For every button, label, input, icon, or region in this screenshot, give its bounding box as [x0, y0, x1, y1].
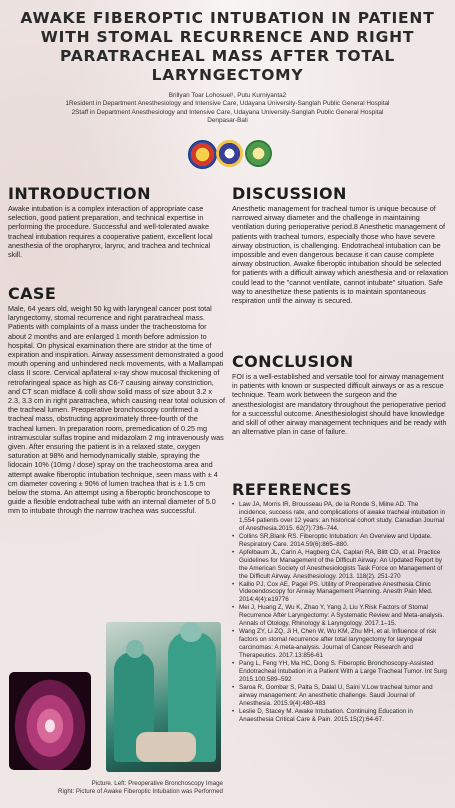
author-names: Brillyan Toar Lohosuel¹, Putu Kurniyanta2 [168, 92, 287, 99]
references-heading: REFERENCES [232, 480, 352, 499]
figure-caption [8, 780, 223, 796]
case-section [8, 285, 225, 516]
patient-area [136, 732, 196, 762]
introduction-text: Awake intubation is a complex interaction of appropriate case selection, good patient preparation, and technical expertise in performing the procedure. Successful and well-tolerated awake tracheal intubation requires a cooperative patient, excellent local anesthesia of the oropharynx, larynx, and trachea and technical skill. [8, 204, 213, 260]
intubation-photo [106, 622, 221, 772]
discussion-heading: DISCUSSION [232, 184, 347, 203]
reference-item: • Saroa R, Gombar S, Palta S, Dalal U, Saini V.Low tracheal tumor and airway management: An anesthetic challenge. Saudi Journal of Anesthesia. 2015.9(4):480-483 [239, 684, 448, 708]
introduction-section [8, 185, 225, 259]
caption-line-2: Right: Picture of Awake Fiberoptic Intubation was Performed [58, 788, 223, 795]
introduction-heading: INTRODUCTION [8, 184, 151, 203]
reference-item: • Pang L, Feng YH, Ma HC, Dong S. Fiberoptic Bronchoscopy-Assisted Endotracheal Intubation in a Patient With a Large Tracheal Tumor. Int Surg 2015.100:589–592 [239, 660, 448, 684]
affiliation-2: 2Staff in Department Anesthesiology and Intensive Care, Udayana University-Sanglah Public General Hospital [71, 108, 384, 116]
poster-title: AWAKE FIBEROPTIC INTUBATION IN PATIENT WITH STOMAL RECURRENCE AND RIGHT PARATRACHEAL MASS AFTER TOTAL LARYNGECTOMY [20, 9, 435, 84]
bronchoscopy-image [9, 672, 91, 770]
surgical-cap [180, 622, 202, 642]
university-seal-icon [216, 140, 243, 167]
reference-item: • Mei J, Huang Z, Wu K, Zhao Y, Yang J, Liu Y.Risk Factors of Stomal Recurrence After Laryngectomy: A Systematic Review and Meta-analysis. Annals of Otology, Rhinology & Laryngology. 2017.1–15. [239, 604, 448, 628]
case-heading: CASE [8, 284, 57, 303]
affiliation-1: 1Resident in Department Anesthesiology and Intensive Care, Udayana University-Sanglah Public General Hospital [65, 100, 390, 108]
author-block [30, 92, 425, 126]
reference-list [232, 501, 448, 724]
discussion-text: Anesthetic management for tracheal tumor is unique because of narrowed airway diameter and the challenge in maintaining ventilation during perioperative period.8 Anesthetic management of patients with tracheal tumors, especially those who have severe airway obstruction, is challenging. Endotracheal intubation can be impossible and even dangerous because it can cause complete airway obstruction. Awake fiberoptic intubation should be selected for patients with a difficult airway which anesthesia and or relaxation could lead to the "cannot ventilate, cannot intubate" situation. Safe way to anesthetize these patients is to maintain spontaneous respiration until the airway is secured. [232, 204, 449, 306]
department-logo-icon [245, 140, 272, 167]
caption-line-1: Picture. Left: Preoperative Bronchoscopy Image [91, 780, 223, 787]
location: Denpasar-Bali [207, 117, 248, 125]
reference-item: • Leslie D, Stacey M. Awake Intubation. Continuing Education in Anaesthesia Critical Care & Pain. 2015.15(2):64-67. [239, 708, 448, 724]
hospital-logo-icon [188, 140, 217, 169]
references-section [232, 481, 448, 724]
reference-item: • Law JA, Morris IR, Brousseau PA, de la Ronde S, Milne AD. The incidence, success rate, and complications of awake tracheal intubation in 1,554 patients over 12 years: an historical cohort study. Canadian Journal of Anesthesia.2015. 62(7):736–744. [239, 501, 448, 533]
clinician-head [126, 640, 144, 658]
conclusion-heading: CONCLUSION [232, 352, 354, 371]
reference-item: • Wang ZY, Li ZQ, Ji H, Chen W, Wu KM, Zhu MH, et al. Influence of risk factors on stomal recurrence after total laryngectomy for laryngeal carcinomas: A meta-analysis. Journal of Cancer Research and Therapeutics. 2017.13:856-61 [239, 628, 448, 660]
case-text: Male, 64 years old, weight 50 kg with laryngeal cancer post total laryngectomy, stomal recurrence and right paratracheal mass. Patients with complaints of a mass under the tracheostoma for about 2 months and are enlarged 1 month before admission to hospital. On physical examination there are stridor at the time of expiration and inspiration. Airway assessment demonstrated a good mouth opening and unhindered neck movements, with a Mallampati class II score. Cervical ap/lateral x-ray show mucosal thickening of retrofaringeal space as high as C6-7 causing airway constriction, and CT scan midface & colli show solid mass of size about 3.2 x 2.3, 3.3 cm in right paratrachea, which causing near total oclusion of the tracheal lumen. Preoperative bronchoscopy confirmed a tracheal mass, obstructing approximately three-fourth of the tracheal lumen. In preparation room, premedication of 0.25 mg intramuscular sulfas tropine and midazolam 2 mg intravenously was given. After ensuring the patient is in a relaxed state, oxygen saturation at 98% and hemodynamically stable, spraying the lidocain 10% (10mg / dose) spray on the tracheostoma area and attempt awake fiberoptic intubation technique, seen mass with ± 4 cm diameter covering ± 90% of lumen trachea that is ± 1.5 cm below the stoma. An attempt using a fiberoptic bronchoscope to guide a flexible endotracheal tube with an internal diameter of 5.0 mm to intubate through the narrow trachea was successful. [8, 304, 225, 516]
reference-item: • Apfelbaum JL, Carin A, Hagberg CA, Caplan RA, Blitt CD, et al. Practice Guidelines for Management of the Difficult Airway: An Updated Report by the American Society of Anesthesiologists Task Force on Management of the Difficult Airway. Anesthesiology. 2013. 118(2). 251-270 [239, 549, 448, 581]
conclusion-section [232, 353, 448, 436]
institution-logos [184, 140, 274, 172]
discussion-section [232, 185, 448, 305]
reference-item: • Collins SR,Blank RS. Fiberoptic Intubation: An Overview and Update. Respiratory Care. 2014.59(6):865–880. [239, 533, 448, 549]
reference-item: • Kallio PJ, Cox AE, Pagel PS. Utility of Preoperative Anesthesia Clinic Videoendoscopy for Airway Management Planning. Anesth Pain Med. 2014;4(4):e19776 [239, 581, 448, 605]
conclusion-text: FOI is a well-established and versatile tool for airway management in patients with known or suspected difficult airways or as a rescue technique. Team work between the surgeon and the anesthesiologist are mandatory throughout the perioperative period for a successful outcome. Anesthesiologist should have knowledge and skill of other airway management techniques and be ready with an alternative plan in case of failure. [232, 372, 447, 437]
